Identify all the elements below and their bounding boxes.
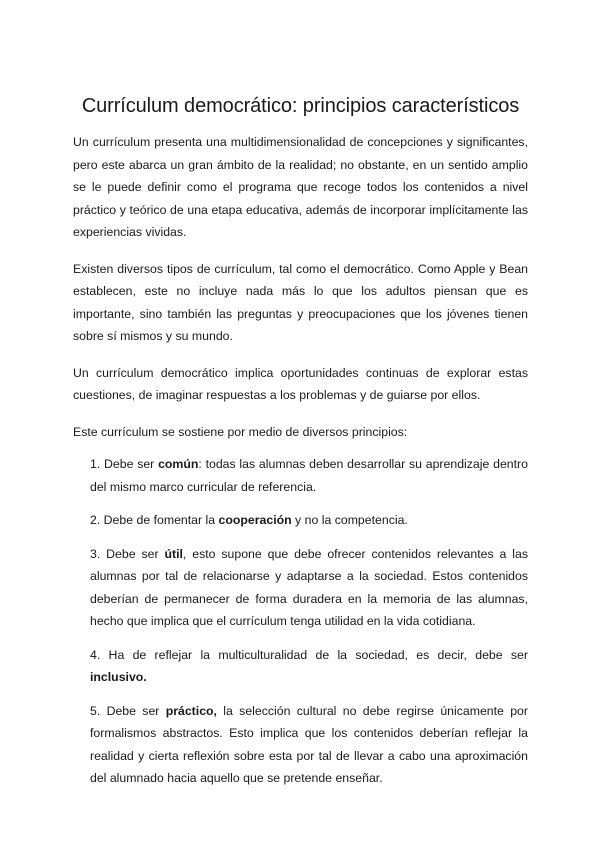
principle-item-comun [90,453,528,498]
principle-item-practico [90,700,528,790]
principle-keyword: práctico, [165,703,217,718]
paragraph-definition: Un currículum presenta una multidimensionalidad de concepciones y significantes, pero este abarca un gran ámbito de la realidad; no obstante, en un sentido amplio se le puede definir como el programa que recoge todos los contenidos a nivel práctico y teórico de una etapa educativa, además de incorporar implícitamente las experiencias vividas. [73,135,528,239]
principle-keyword: cooperación [218,513,292,527]
principle-text-after: : todas las alumnas deben desarrollar su aprendizaje dentro del mismo marco curricular de referencia. [90,457,528,494]
principle-text-after: la selección cultural no debe regirse únicamente por formalismos abstractos. Esto implica que los contenidos deberían reflejar la realidad y cierta reflexión sobre esta por tal de llevar a cabo una aproximación del alumnado hacia aquello que se pretende enseñar. [90,703,528,785]
principles-list [73,453,528,790]
principle-text-before: 4. Ha de reflejar la multiculturalidad de la sociedad, es decir, debe ser [90,647,528,662]
principle-text-before: 3. Debe ser [90,546,165,561]
principle-text-after: y no la competencia. [291,513,408,527]
principle-text-after: , esto supone que debe ofrecer contenidos relevantes a las alumnas por tal de relacionarse y adaptarse a la sociedad. Estos contenidos deberían de permanecer de forma duradera en la memoria de las alumnas, hecho que implica que el currículum tenga utilidad en la vida cotidiana. [90,546,528,628]
principle-text-before: 5. Debe ser [90,703,166,718]
principle-item-cooperacion [90,509,528,532]
principle-keyword: útil [164,546,183,561]
principle-item-util [90,543,528,633]
paragraph-types: Existen diversos tipos de currículum, tal como el democrático. Como Apple y Bean establecen, este no incluye nada más lo que los adultos piensan que es importante, sino también las preguntas y preocupaciones que los jóvenes tienen sobre sí mismos y su mundo. [73,261,528,343]
paragraph-opportunities: Un currículum democrático implica oportunidades continuas de explorar estas cuestiones, de imaginar respuestas a los problemas y de guiarse por ellos. [73,365,528,402]
paragraph-principles-intro: Este currículum se sostiene por medio de diversos principios: [73,424,408,439]
principle-text-before: 1. Debe ser [90,457,159,471]
principle-item-inclusivo [90,644,528,689]
principle-keyword: común [158,457,199,471]
principle-keyword: inclusivo. [90,670,147,684]
document-title: Currículum democrático: principios característicos [81,95,520,117]
principle-text-before: 2. Debe de fomentar la [90,513,219,527]
